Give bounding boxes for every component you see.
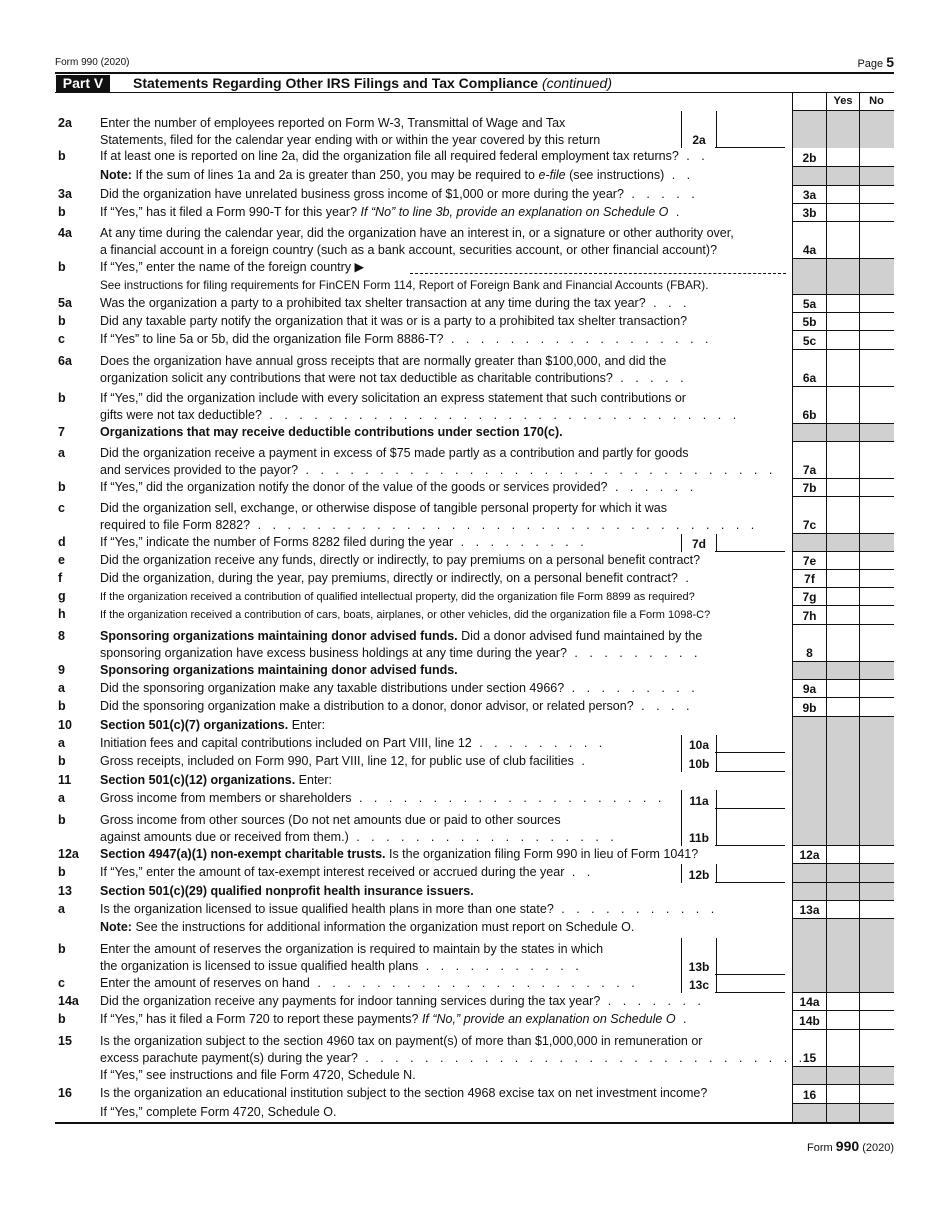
line-9: 9 Sponsoring organizations maintaining donor advised funds. (55, 662, 894, 680)
line-5b: b Did any taxable party notify the organization that it was or is a party to a prohibited tax shelter transaction? 5b (55, 313, 894, 331)
yes-6b[interactable] (827, 387, 860, 424)
line-11: 11 Section 501(c)(12) organizations. Enter: (55, 772, 894, 790)
yes-5a[interactable] (827, 295, 860, 313)
yes-2b[interactable] (827, 148, 860, 167)
part-badge: Part V (56, 75, 110, 92)
no-7c[interactable] (860, 497, 894, 534)
no-15[interactable] (860, 1030, 894, 1067)
no-3a[interactable] (860, 186, 894, 204)
line-8: 8 Sponsoring organizations maintaining donor advised funds. Did a donor advised fund maintained by the sponsoring organization have excess business holdings at any time during the year? . . . . . . . . . 8 (55, 625, 894, 662)
no-14b[interactable] (860, 1011, 894, 1030)
foreign-country-input[interactable] (410, 273, 786, 274)
yes-8[interactable] (827, 625, 860, 662)
yes-7h[interactable] (827, 606, 860, 625)
line-13: 13 Section 501(c)(29) qualified nonprofit health insurance issuers. (55, 883, 894, 901)
line-4b: b If “Yes,” enter the name of the foreign country ▶ (55, 259, 894, 277)
no-16[interactable] (860, 1085, 894, 1104)
page-number: Page 5 (857, 54, 894, 70)
yes-9a[interactable] (827, 680, 860, 698)
note-13: Note: See the instructions for additional information the organization must report on Schedule O. (55, 919, 894, 938)
yes-column-header: Yes (827, 93, 860, 110)
top-rule (55, 72, 894, 74)
line-10: 10 Section 501(c)(7) organizations. Enter: (55, 717, 894, 735)
yes-7f[interactable] (827, 570, 860, 588)
yes-3b[interactable] (827, 204, 860, 222)
yes-14b[interactable] (827, 1011, 860, 1030)
question-rows (55, 111, 894, 1124)
yes-16[interactable] (827, 1085, 860, 1104)
no-4a[interactable] (860, 222, 894, 259)
yes-6a[interactable] (827, 350, 860, 387)
line-7f: f Did the organization, during the year, pay premiums, directly or indirectly, on a personal benefit contract? . 7f (55, 570, 894, 588)
no-12a[interactable] (860, 846, 894, 864)
line-9b: b Did the sponsoring organization make a distribution to a donor, donor advisor, or related person? . . . . 9b (55, 698, 894, 717)
line-7g: g If the organization received a contribution of qualified intellectual property, did the organization file Form 8899 as required? 7g (55, 588, 894, 606)
line-14a: 14a Did the organization receive any payments for indoor tanning services during the tax year? . . . . . . . 14a (55, 993, 894, 1011)
no-8[interactable] (860, 625, 894, 662)
yes-4a[interactable] (827, 222, 860, 259)
box-2a: 2a (681, 111, 717, 148)
input-10b[interactable] (715, 753, 785, 772)
line-6a: 6a Does the organization have annual gross receipts that are normally greater than $100,000, and did the organization solicit any contributions that were not tax deductible as charitable contributions? . . . . . 6a (55, 350, 894, 387)
no-6a[interactable] (860, 350, 894, 387)
yes-3a[interactable] (827, 186, 860, 204)
yes-5c[interactable] (827, 331, 860, 350)
line-3a: 3a Did the organization have unrelated business gross income of $1,000 or more during the year? . . . . . 3a (55, 186, 894, 204)
input-2a[interactable] (715, 111, 785, 148)
no-7a[interactable] (860, 442, 894, 479)
yes-7c[interactable] (827, 497, 860, 534)
no-7g[interactable] (860, 588, 894, 606)
yes-7a[interactable] (827, 442, 860, 479)
line-6b: b If “Yes,” did the organization include with every solicitation an express statement that such contributions or gifts were not tax deductible? . . . . . . . . . . . . . . . . . . . . . . . . . . . . . . . . 6b (55, 387, 894, 424)
line-7a: a Did the organization receive a payment in excess of $75 made partly as a contribution and partly for goods and services provided to the payor? . . . . . . . . . . . . . . . . . . . . . . . . . . . . . . . . 7a (55, 442, 894, 479)
no-14a[interactable] (860, 993, 894, 1011)
form-footer: Form 990 (2020) (807, 1138, 894, 1154)
line-13a: a Is the organization licensed to issue qualified health plans in more than one state? . . . . . . . . . . . 13a (55, 901, 894, 919)
line-2a: 2a Enter the number of employees reported on Form W-3, Transmittal of Wage and Tax Statements, filed for the calendar year ending with or within the year covered by this return 2a (55, 111, 894, 148)
no-5b[interactable] (860, 313, 894, 331)
line-9a: a Did the sponsoring organization make any taxable distributions under section 4966? . . . . . . . . . 9a (55, 680, 894, 698)
line-11b: b Gross income from other sources (Do not net amounts due or paid to other sources against amounts due or received from them.) . . . . . . . . . . . . . . . . . . 11b (55, 809, 894, 846)
no-7f[interactable] (860, 570, 894, 588)
line-12b: b If “Yes,” enter the amount of tax-exempt interest received or accrued during the year . . 12b (55, 864, 894, 883)
box-12b: 12b (681, 864, 717, 883)
line-4a: 4a At any time during the calendar year, did the organization have an interest in, or a signature or other authority over, a financial account in a foreign country (such as a bank account, securities account, or other financial account)? 4a (55, 222, 894, 259)
yes-13a[interactable] (827, 901, 860, 919)
no-2b[interactable] (860, 148, 894, 167)
line-10a: a Initiation fees and capital contributions included on Part VIII, line 12 . . . . . . . . . 10a (55, 735, 894, 753)
line-10b: b Gross receipts, included on Form 990, Part VIII, line 12, for public use of club facilities . 10b (55, 753, 894, 772)
yes-15[interactable] (827, 1030, 860, 1067)
line-11a: a Gross income from members or shareholders . . . . . . . . . . . . . . . . . . . . . 11a (55, 790, 894, 809)
no-9a[interactable] (860, 680, 894, 698)
no-7h[interactable] (860, 606, 894, 625)
box-13c: 13c (681, 975, 717, 993)
yes-14a[interactable] (827, 993, 860, 1011)
part-title: Statements Regarding Other IRS Filings and Tax Compliance (continued) (133, 75, 612, 91)
no-5a[interactable] (860, 295, 894, 313)
yes-12a[interactable] (827, 846, 860, 864)
no-5c[interactable] (860, 331, 894, 350)
input-12b[interactable] (715, 864, 785, 883)
line-3b: b If “Yes,” has it filed a Form 990-T for this year? If “No” to line 3b, provide an explanation on Schedule O . 3b (55, 204, 894, 222)
line-12a: 12a Section 4947(a)(1) non-exempt charitable trusts. Is the organization filing Form 990 in lieu of Form 1041? 12a (55, 846, 894, 864)
no-column-header: No (869, 95, 884, 107)
note-2: Note: If the sum of lines 1a and 2a is greater than 250, you may be required to e-file (see instructions) . . (55, 167, 894, 186)
no-13a[interactable] (860, 901, 894, 919)
input-11a[interactable] (715, 790, 785, 809)
no-6b[interactable] (860, 387, 894, 424)
input-13c[interactable] (715, 975, 785, 993)
input-11b[interactable] (715, 809, 785, 846)
line-7: 7 Organizations that may receive deductible contributions under section 170(c). (55, 424, 894, 442)
input-10a[interactable] (715, 735, 785, 753)
bottom-rule (55, 1122, 894, 1124)
line-7c: c Did the organization sell, exchange, or otherwise dispose of tangible personal property for which it was required to file Form 8282? . . . . . . . . . . . . . . . . . . . . . . . . . . . . . . . . . . 7c (55, 497, 894, 534)
line-7d: d If “Yes,” indicate the number of Forms 8282 filed during the year . . . . . . . . . 7d (55, 534, 894, 552)
no-7e[interactable] (860, 552, 894, 570)
yes-5b[interactable] (827, 313, 860, 331)
line-13b: b Enter the amount of reserves the organization is required to maintain by the states in which the organization is licensed to issue qualified health plans . . . . . . . . . . . 13b (55, 938, 894, 975)
input-7d[interactable] (715, 534, 785, 552)
yes-7b[interactable] (827, 479, 860, 497)
input-13b[interactable] (715, 938, 785, 975)
line-5a: 5a Was the organization a party to a prohibited tax shelter transaction at any time during the tax year? . . . 5a (55, 295, 894, 313)
line-15: 15 Is the organization subject to the section 4960 tax on payment(s) of more than $1,000,000 in remuneration or excess parachute payment(s) during the year? . . . . . . . . . . . . . . . . . . . . . . . . . . . . . . 15 (55, 1030, 894, 1067)
line-16: 16 Is the organization an educational institution subject to the section 4968 excise tax on net investment income? 16 (55, 1085, 894, 1104)
yes-7e[interactable] (827, 552, 860, 570)
form-header-left: Form 990 (2020) (55, 57, 130, 68)
fbar-note: See instructions for filing requirements for FinCEN Form 114, Report of Foreign Bank and Financial Accounts (FBAR). (55, 277, 894, 295)
line-13c: c Enter the amount of reserves on hand . . . . . . . . . . . . . . . . . . . . . . 13c (55, 975, 894, 993)
no-3b[interactable] (860, 204, 894, 222)
line-7h: h If the organization received a contribution of cars, boats, airplanes, or other vehicles, did the organization file a Form 1098-C? 7h (55, 606, 894, 625)
yes-9b[interactable] (827, 698, 860, 717)
no-7b[interactable] (860, 479, 894, 497)
line-2b: b If at least one is reported on line 2a, did the organization file all required federal employment tax returns? . . 2b (55, 148, 894, 167)
line-7e: e Did the organization receive any funds, directly or indirectly, to pay premiums on a personal benefit contract? 7e (55, 552, 894, 570)
no-9b[interactable] (860, 698, 894, 717)
line-15-note: If “Yes,” see instructions and file Form 4720, Schedule N. (55, 1067, 894, 1085)
line-7b: b If “Yes,” did the organization notify the donor of the value of the goods or services provided? . . . . . . 7b (55, 479, 894, 497)
box-7d: 7d (681, 534, 717, 552)
box-11b: 11b (681, 809, 717, 846)
box-13b: 13b (681, 938, 717, 975)
yes-7g[interactable] (827, 588, 860, 606)
line-16-note: If “Yes,” complete Form 4720, Schedule O. (55, 1104, 894, 1122)
line-14b: b If “Yes,” has it filed a Form 720 to report these payments? If “No,” provide an explanation on Schedule O . 14b (55, 1011, 894, 1030)
line-5c: c If “Yes” to line 5a or 5b, did the organization file Form 8886-T? . . . . . . . . . . . . . . . . . . 5c (55, 331, 894, 350)
box-10b: 10b (681, 753, 717, 772)
box-11a: 11a (681, 790, 717, 809)
box-10a: 10a (681, 735, 717, 753)
